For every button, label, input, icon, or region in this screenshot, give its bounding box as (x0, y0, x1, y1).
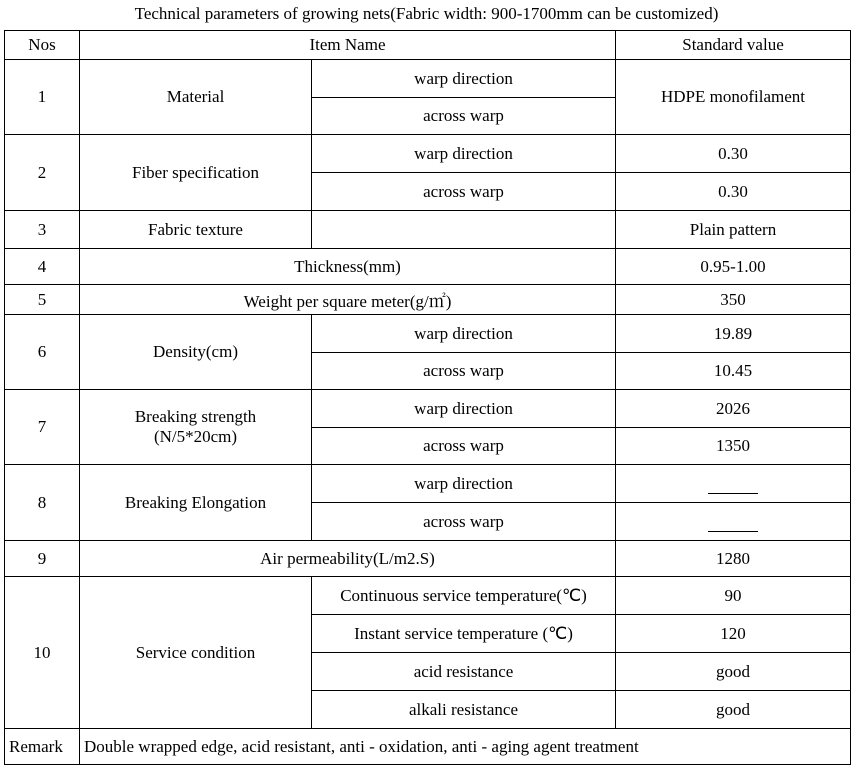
standard-value: 1280 (616, 541, 851, 577)
item-name: Weight per square meter(g/㎡) (80, 285, 616, 315)
table-row (5, 285, 851, 315)
sub-item: warp direction (312, 315, 616, 353)
sub-item: across warp (312, 353, 616, 390)
row-number: 4 (5, 249, 80, 285)
remark-row (5, 729, 851, 765)
standard-value: good (616, 653, 851, 691)
sub-item: warp direction (312, 465, 616, 503)
table-row (5, 465, 851, 503)
item-name (80, 390, 312, 465)
row-number: 1 (5, 60, 80, 135)
blank-line (708, 518, 758, 532)
standard-value: 1350 (616, 428, 851, 465)
standard-value-blank (616, 465, 851, 503)
table-row (5, 249, 851, 285)
blank-line (708, 480, 758, 494)
remark-text: Double wrapped edge, acid resistant, anti - oxidation, anti - aging agent treatment (80, 729, 851, 765)
table-title: Technical parameters of growing nets(Fabric width: 900-1700mm can be customized) (134, 4, 719, 23)
table-row (5, 211, 851, 249)
standard-value: 350 (616, 285, 851, 315)
row-number: 3 (5, 211, 80, 249)
standard-value: 0.95-1.00 (616, 249, 851, 285)
row-number: 2 (5, 135, 80, 211)
table-row (5, 315, 851, 353)
standard-value: 90 (616, 577, 851, 615)
sub-item: acid resistance (312, 653, 616, 691)
standard-value: 2026 (616, 390, 851, 428)
standard-value: HDPE monofilament (616, 60, 851, 135)
standard-value-blank (616, 503, 851, 541)
parameters-table (4, 30, 851, 765)
table-row (5, 60, 851, 98)
standard-value: Plain pattern (616, 211, 851, 249)
item-name: Density(cm) (80, 315, 312, 390)
sub-item: across warp (312, 503, 616, 541)
sub-item: warp direction (312, 390, 616, 428)
standard-value: 120 (616, 615, 851, 653)
standard-value: 0.30 (616, 135, 851, 173)
table-row (5, 541, 851, 577)
standard-value: 10.45 (616, 353, 851, 390)
item-name: Thickness(mm) (80, 249, 616, 285)
header-row (5, 31, 851, 60)
standard-value: good (616, 691, 851, 729)
row-number: 9 (5, 541, 80, 577)
item-name: Material (80, 60, 312, 135)
item-name-line1: Breaking strength (134, 407, 257, 426)
item-name: Fiber specification (80, 135, 312, 211)
sub-item: warp direction (312, 135, 616, 173)
item-name: Service condition (80, 577, 312, 729)
header-standard-value: Standard value (616, 31, 851, 60)
row-number: 6 (5, 315, 80, 390)
row-number: 5 (5, 285, 80, 315)
row-number: 7 (5, 390, 80, 465)
table-row (5, 135, 851, 173)
row-number: 8 (5, 465, 80, 541)
standard-value: 19.89 (616, 315, 851, 353)
table-row (5, 390, 851, 428)
item-name-line2: (N/5*20cm) (153, 427, 238, 446)
sub-item: Continuous service temperature(℃) (312, 577, 616, 615)
remark-label: Remark (5, 729, 80, 765)
item-name: Breaking Elongation (80, 465, 312, 541)
standard-value: 0.30 (616, 173, 851, 211)
item-name: Fabric texture (80, 211, 312, 249)
row-number: 10 (5, 577, 80, 729)
header-item-name: Item Name (80, 31, 616, 60)
sub-item: across warp (312, 428, 616, 465)
sub-item: warp direction (312, 60, 616, 98)
header-nos: Nos (5, 31, 80, 60)
item-name: Air permeability(L/m2.S) (80, 541, 616, 577)
sub-item: Instant service temperature (℃) (312, 615, 616, 653)
empty-cell (312, 211, 616, 249)
sub-item: across warp (312, 173, 616, 211)
table-row (5, 577, 851, 615)
sub-item: alkali resistance (312, 691, 616, 729)
sub-item: across warp (312, 98, 616, 135)
